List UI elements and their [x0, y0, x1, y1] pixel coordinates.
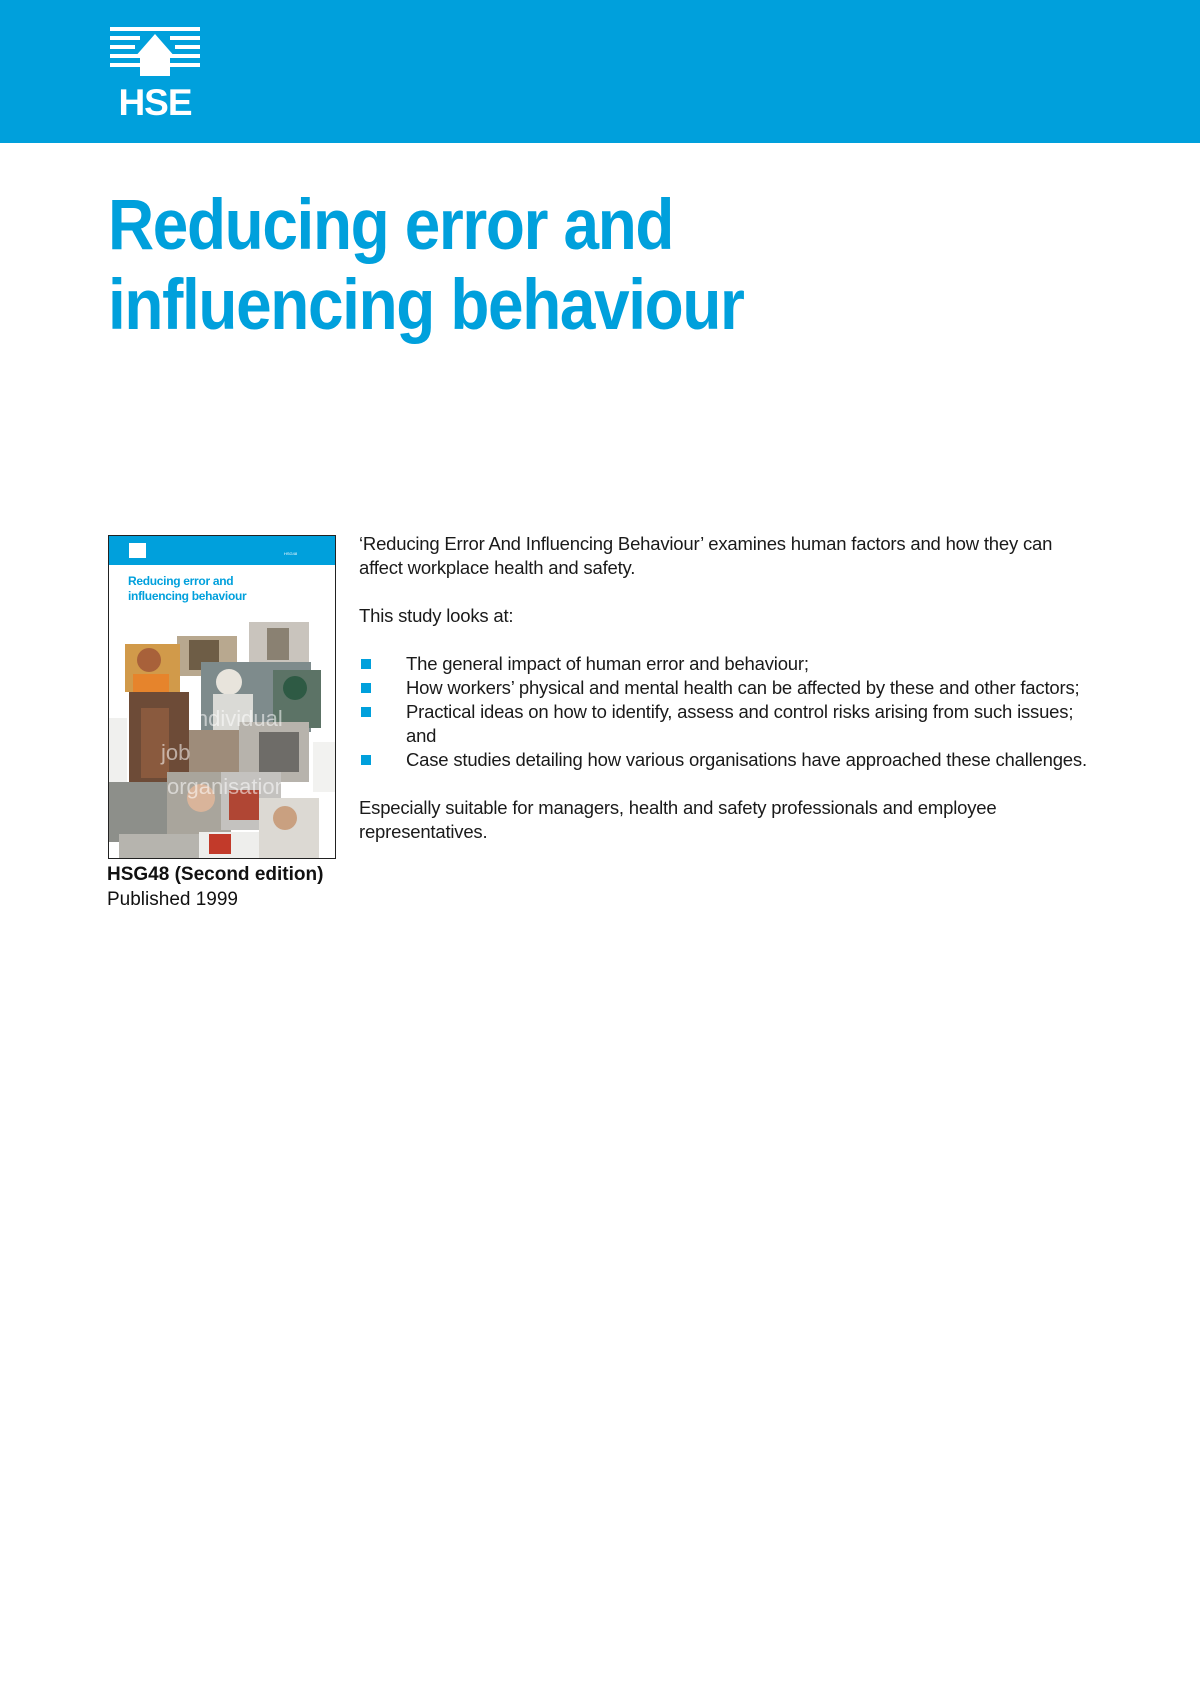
cover-logo-icon: [129, 543, 146, 558]
cover-photo-collage: [109, 622, 336, 859]
cover-title: [128, 574, 246, 604]
cover-title-line-1: Reducing error and: [128, 574, 234, 588]
bullet-list: [359, 652, 1099, 772]
collage-word-job: job: [161, 740, 191, 765]
square-bullet-icon: [361, 683, 371, 693]
list-item: [359, 676, 1099, 700]
title-line-1: Reducing error and: [108, 186, 674, 265]
collage-word-organisation: organisation: [167, 774, 287, 799]
logo-text: HSE: [118, 82, 192, 117]
publication-caption: [107, 862, 323, 912]
closing-paragraph: Especially suitable for managers, health and safety professionals and employee representatives.: [359, 797, 997, 842]
photo-collage-image: [109, 622, 336, 859]
square-bullet-icon: [361, 707, 371, 717]
square-bullet-icon: [361, 755, 371, 765]
cover-title-line-2: influencing behaviour: [128, 589, 247, 603]
intro-paragraph: ‘Reducing Error And Influencing Behaviour’ examines human factors and how they can affect workplace health and safety.: [359, 533, 1053, 578]
cover-header-band: [109, 536, 335, 565]
page-title: [108, 186, 744, 346]
publication-code: HSG48 (Second edition): [107, 864, 324, 885]
looks-at-paragraph: This study looks at:: [359, 605, 514, 626]
list-item: [359, 748, 1099, 772]
cover-pub-ref: HSG48: [284, 551, 298, 556]
square-bullet-icon: [361, 659, 371, 669]
list-item-text: The general impact of human error and behaviour;: [406, 653, 809, 674]
description: [359, 532, 1099, 844]
hse-logo: [110, 27, 200, 117]
list-item: [359, 652, 1099, 676]
title-line-2: influencing behaviour: [108, 266, 744, 345]
list-item-text: Practical ideas on how to identify, assess and control risks arising from such issues; and: [406, 701, 1074, 746]
list-item-text: Case studies detailing how various organisations have approached these challenges.: [406, 749, 1087, 770]
collage-word-individual: individual: [191, 706, 283, 731]
list-item: [359, 700, 1099, 748]
hse-house-icon: [110, 27, 200, 117]
publication-cover: [108, 535, 336, 859]
list-item-text: How workers’ physical and mental health can be affected by these and other factors;: [406, 677, 1080, 698]
header-band: [0, 0, 1200, 143]
publication-date: Published 1999: [107, 889, 238, 910]
